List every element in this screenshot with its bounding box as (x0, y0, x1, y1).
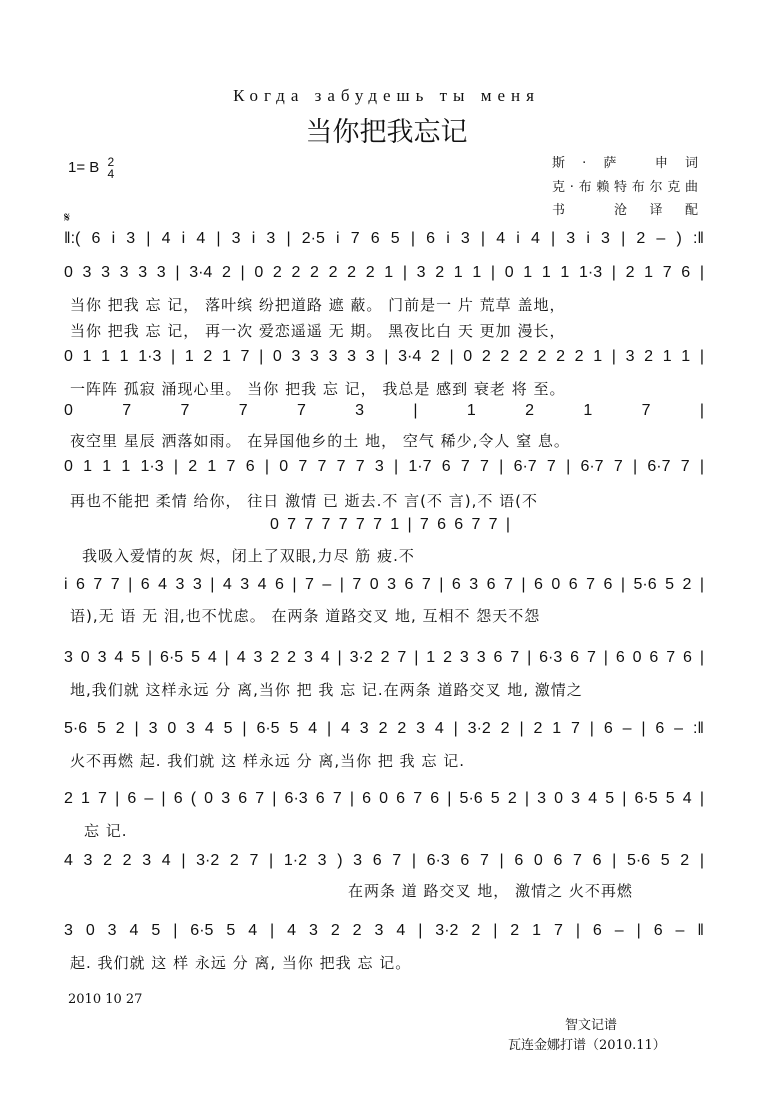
lyrics-line: 起. 我们就 这 样 永远 分 离, 当你 把我 忘 记。 (70, 954, 412, 972)
lyrics-line: 夜空里 星辰 洒落如雨。 在异国他乡的土 地， 空气 稀少,令人 窒 息。 (70, 432, 570, 450)
credit-composer: 克·布赖特布尔克曲 (552, 180, 698, 195)
lyrics-line: 火不再燃 起. 我们就 这 样永远 分 离,当你 把 我 忘 记. (70, 752, 465, 770)
lyrics-line: 地,我们就 这样永远 分 离,当你 把 我 忘 记.在两条 道路交叉 地, 激情之 (70, 681, 583, 699)
notation-line: i 6 7 7 | 6 4 3 3 | 4 3 4 6 | 7 – | 7 0 3 6 7 | 6 3 6 7 | 6 0 6 7 6 | 5·6 5 2 | (64, 576, 704, 593)
notation-line: 5·6 5 2 | 3 0 3 4 5 | 6·5 5 4 | 4 3 2 2 3 4 | 3·2 2 | 2 1 7 | 6 – | 6 – :‖ (64, 720, 704, 737)
time-sig-top: 2 (107, 155, 115, 169)
title-chinese: 当你把我忘记 (305, 117, 468, 148)
lyrics-line: 我吸入爱情的灰 烬，闭上了双眼,力尽 筋 疲.不 (82, 547, 415, 565)
typeset-credit: 瓦连金娜打谱（2010.11） (508, 1038, 666, 1053)
credit-translator: 书 沧译配 (552, 203, 698, 218)
notation-line: 0 1 1 1 1·3 | 1 2 1 7 | 0 3 3 3 3 3 | 3·4 2 | 0 2 2 2 2 2 2 1 | 3 2 1 1 | (64, 348, 704, 365)
notation-line: 3 0 3 4 5 | 6·5 5 4 | 4 3 2 2 3 4 | 3·2 2 | 2 1 7 | 6 – | 6 – ‖ (64, 922, 704, 939)
date: 2010 10 27 (68, 992, 143, 1007)
lyrics-line: 当你 把我 忘 记， 再一次 爱恋遥遥 无 期。 黑夜比白 天 更加 漫长， (70, 322, 566, 340)
notation-credit: 智文记谱 (565, 1018, 618, 1033)
notation-line: 4 3 2 2 3 4 | 3·2 2 7 | 1·2 3 ) 3 6 7 | 6·3 6 7 | 6 0 6 7 6 | 5·6 5 2 | (64, 852, 704, 869)
lyrics-line: 语),无 语 无 泪,也不忧虑。 在两条 道路交叉 地, 互相不 怨天不怨 (70, 607, 541, 625)
lyrics-line: 忘 记. (84, 822, 128, 840)
segno-icon: 𝄋 (64, 210, 71, 226)
key-label: 1= B (68, 158, 100, 176)
lyrics-line: 在两条 道 路交叉 地， 激情之 火不再燃 (348, 882, 633, 900)
lyrics-line: 当你 把我 忘 记， 落叶缤 纷把道路 遮 蔽。 门前是一 片 荒草 盖地， (70, 296, 566, 314)
title-russian: Когда забудешь ты меня (233, 86, 540, 105)
time-sig-bottom: 4 (107, 167, 115, 181)
notation-line: 3 0 3 4 5 | 6·5 5 4 | 4 3 2 2 3 4 | 3·2 2 7 | 1 2 3 3 6 7 | 6·3 6 7 | 6 0 6 7 6 | (64, 649, 704, 666)
notation-line: ‖:( 6 i 3 | 4 i 4 | 3 i 3 | 2·5 i 7 6 5 | 6 i 3 | 4 i 4 | 3 i 3 | 2 – ) :‖ (64, 230, 704, 247)
time-signature (107, 156, 114, 180)
notation-line: 0 7 7 7 7 3 | 1 2 1 7 | (64, 402, 704, 419)
lyrics-line: 一阵阵 孤寂 涌现心里。 当你 把我 忘 记， 我总是 感到 衰老 将 至。 (70, 380, 566, 398)
key-signature (68, 156, 114, 180)
lyrics-line: 再也不能把 柔情 给你， 往日 激情 已 逝去.不 言(不 言),不 语(不 (70, 492, 539, 510)
credit-lyricist: 斯·萨 申词 (552, 156, 698, 171)
notation-line: 2 1 7 | 6 – | 6 ( 0 3 6 7 | 6·3 6 7 | 6 0 6 7 6 | 5·6 5 2 | 3 0 3 4 5 | 6·5 5 4 | (64, 790, 704, 807)
notation-line: 0 7 7 7 7 7 7 1 | 7 6 6 7 7 | (270, 516, 510, 533)
notation-line: 0 3 3 3 3 3 | 3·4 2 | 0 2 2 2 2 2 2 1 | 3 2 1 1 | 0 1 1 1 1·3 | 2 1 7 6 | (64, 264, 704, 281)
notation-line: 0 1 1 1 1·3 | 2 1 7 6 | 0 7 7 7 7 3 | 1·7 6 7 7 | 6·7 7 | 6·7 7 | 6·7 7 | (64, 458, 704, 475)
